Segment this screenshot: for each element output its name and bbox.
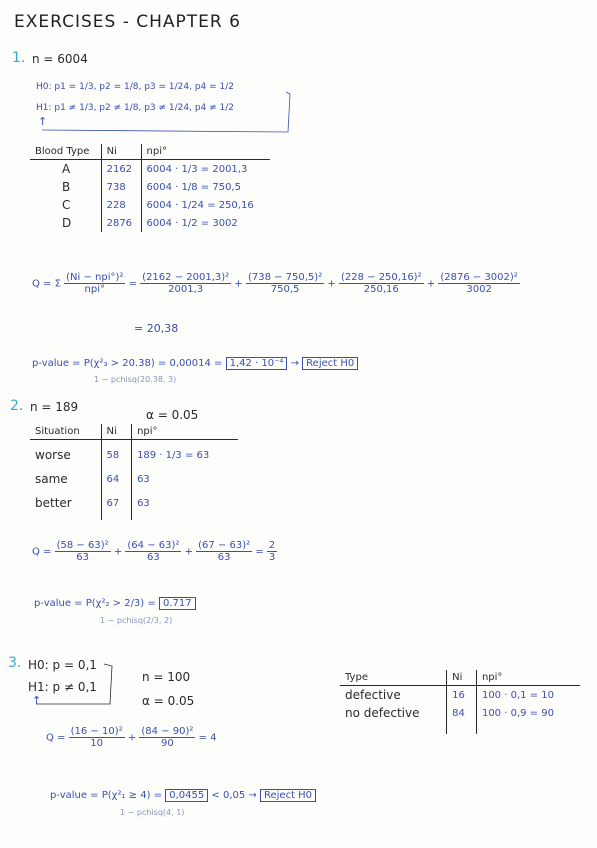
table-cell: defective — [340, 686, 447, 705]
table-header: Situation — [30, 424, 101, 440]
q-term: $\frac{\text{(738 − 750,5)²}}{750,5}$ — [247, 272, 323, 295]
table-header: npi° — [476, 670, 580, 686]
table-cell: 6004 · 1/8 = 750,5 — [146, 181, 241, 193]
table-cell: worse — [30, 440, 101, 465]
exercise-3-arrow: ↑ — [32, 694, 42, 707]
table-cell: 67 — [101, 488, 132, 520]
table-cell: 58 — [101, 440, 132, 465]
q-term: $\frac{\text{(16 − 10)²}}{10}$ — [70, 726, 123, 749]
exercise-1-alt-hypothesis: H1: p1 ≠ 1/3, p2 ≠ 1/8, p3 ≠ 1/24, p4 ≠ 1/2 — [36, 103, 235, 113]
table-cell: 84 — [447, 704, 477, 734]
q-result: $\frac{2}{3}$ — [268, 540, 276, 563]
exercise-3-hypothesis-bracket — [36, 664, 112, 704]
table-cell: 228 — [101, 196, 141, 214]
table-cell: 189 · 1/3 = 63 — [137, 449, 210, 461]
table-cell: 2876 — [101, 214, 141, 232]
exercise-1-arrow: ↑ — [38, 115, 48, 128]
exercise-3-alpha: α = 0.05 — [142, 694, 195, 708]
table-cell: better — [30, 488, 101, 520]
exercise-1-null-hypothesis: H0: p1 = 1/3, p2 = 1/8, p3 = 1/24, p4 = 1/2 — [36, 82, 235, 92]
table-header: npi° — [132, 424, 238, 440]
q-term: $\frac{\text{(228 − 250,16)²}}{250,16}$ — [340, 272, 422, 295]
table-cell: no defective — [340, 704, 447, 734]
page-title: EXERCISES - CHAPTER 6 — [14, 12, 241, 32]
exercise-3-q-formula: Q = $\frac{\text{(16 − 10)²}}{10}$ + $\frac{\text{(84 − 90)²}}{90}$ = 4 — [46, 726, 217, 749]
pvalue-result-box: 0.717 — [159, 597, 196, 610]
q-term: $\frac{\text{(64 − 63)²}}{63}$ — [127, 540, 180, 563]
table-header: Ni — [101, 144, 141, 160]
q-term: $\frac{\text{(67 − 63)²}}{63}$ — [198, 540, 251, 563]
q-term: $\frac{\text{(84 − 90)²}}{90}$ — [141, 726, 194, 749]
q-term: $\frac{\text{(2162 − 2001,3)²}}{2001,3}$ — [142, 272, 230, 295]
exercise-3-alt-hypothesis: H1: p ≠ 0,1 — [28, 680, 97, 694]
table-cell: 100 · 0,1 = 10 — [481, 689, 554, 701]
exercise-3-number: 3. — [8, 655, 22, 671]
exercise-2-sample-size: n = 189 — [30, 400, 79, 414]
exercise-2-r-hint: 1 − pchisq(2/3, 2) — [100, 616, 173, 625]
table-header: Type — [340, 670, 447, 686]
exercise-3-pvalue: p-value = P(χ²₁ ≥ 4) = 0,0455 < 0,05 → Reject H0 — [50, 790, 316, 801]
q-lhs: Q = Σ — [32, 278, 61, 290]
table-cell: A — [30, 160, 101, 179]
q-term: $\frac{\text{(58 − 63)²}}{63}$ — [56, 540, 109, 563]
table-cell: B — [30, 178, 101, 196]
exercise-3-r-hint: 1 − pchisq(4, 1) — [120, 808, 185, 817]
table-header: Ni — [101, 424, 132, 440]
table-cell: same — [30, 464, 101, 488]
q-term: $\frac{\text{(2876 − 3002)²}}{3002}$ — [440, 272, 518, 295]
table-cell: 63 — [137, 473, 150, 485]
table-header: Blood Type — [30, 144, 101, 160]
decision-box: Reject H0 — [260, 789, 316, 802]
table-cell: D — [30, 214, 101, 232]
exercise-1-r-hint: 1 − pchisq(20.38, 3) — [94, 375, 177, 384]
exercise-3-sample-size: n = 100 — [142, 670, 191, 684]
table-cell: 100 · 0,9 = 90 — [481, 707, 554, 719]
exercise-2-q-formula: Q = $\frac{\text{(58 − 63)²}}{63}$ + $\frac{\text{(64 − 63)²}}{63}$ + $\frac{\text{(67 − 63)²}}{63}$ = $\frac{2}{3}$ — [32, 540, 276, 563]
table-cell: 64 — [101, 464, 132, 488]
table-cell: 6004 · 1/2 = 3002 — [146, 217, 238, 229]
decision-box: Reject H0 — [302, 357, 358, 370]
table-cell: 738 — [101, 178, 141, 196]
table-header: Ni — [447, 670, 477, 686]
exercise-1-q-formula: Q = Σ $\frac{\text{(Ni − npi°)²}}{\text{npi°}}$ = $\frac{\text{(2162 − 2001,3)²}}{2001,3}$ + $\frac{\text{(738 − 750,5)²}}{750,5}$ + $\frac{\text{(228 − 250,16)²}}{250,16}$ + $\frac{\text{(2876 − 3002)²}}{3002}$ — [32, 272, 518, 295]
table-header: npi° — [141, 144, 270, 160]
pvalue-result-box: 0,0455 — [165, 789, 208, 802]
table-cell: 16 — [447, 686, 477, 705]
exercise-1-q-result: = 20,38 — [134, 322, 179, 335]
table-cell: C — [30, 196, 101, 214]
pvalue-result-box: 1,42 · 10⁻⁴ — [226, 357, 288, 370]
exercise-3-null-hypothesis: H0: p = 0,1 — [28, 658, 97, 672]
exercise-2-number: 2. — [10, 398, 24, 414]
table-cell: 63 — [137, 497, 150, 509]
table-cell: 6004 · 1/3 = 2001,3 — [146, 163, 248, 175]
exercise-1-sample-size: n = 6004 — [32, 52, 88, 66]
table-cell: 2162 — [101, 160, 141, 179]
table-cell: 6004 · 1/24 = 250,16 — [146, 199, 254, 211]
exercise-1-pvalue: p-value = P(χ²₃ > 20.38) = 0,00014 = 1,42 · 10⁻⁴ → Reject H0 — [32, 358, 358, 369]
exercise-2-alpha: α = 0.05 — [146, 408, 199, 422]
q-general-fraction: $\frac{\text{(Ni − npi°)²}}{\text{npi°}}$ — [66, 272, 124, 295]
exercise-1-hypothesis-bracket — [42, 92, 290, 132]
exercise-1-number: 1. — [12, 50, 26, 66]
exercise-2-pvalue: p-value = P(χ²₂ > 2/3) = 0.717 — [34, 598, 196, 609]
